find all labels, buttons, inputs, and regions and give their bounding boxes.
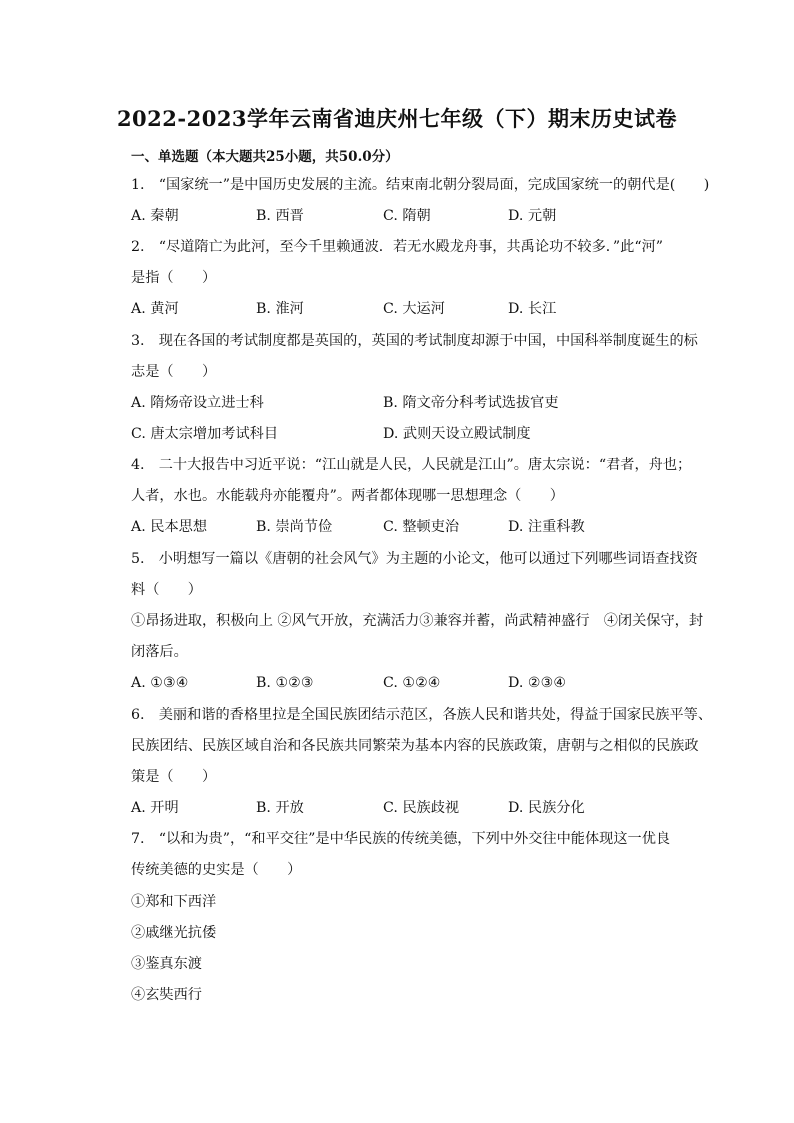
q3-option-a: A. 隋炀帝设立进士科 xyxy=(131,395,264,411)
q4-option-b: B. 崇尚节俭 xyxy=(256,519,333,535)
q5-option-b: B. ①②③ xyxy=(256,675,314,691)
q3-stem-line2: 志是（ ） xyxy=(131,364,217,380)
q1-stem: 1. “国家统一”是中国历史发展的主流。结束南北朝分裂局面，完成国家统一的朝代是( ) xyxy=(131,177,710,193)
q3-option-b: B. 隋文帝分科考试选拔官吏 xyxy=(383,395,559,411)
q7-stem-line1: 7. “以和为贵”，“和平交往”是中华民族的传统美德，下列中外交往中能体现这一优良 xyxy=(131,831,671,847)
section-heading: 一、单选题（本大题共25小题，共50.0分） xyxy=(131,149,399,165)
q6-stem-line1: 6. 美丽和谐的香格里拉是全国民族团结示范区，各族人民和谐共处，得益于国家民族平等、 xyxy=(131,707,713,723)
q7-item-1: ①郑和下西洋 xyxy=(131,894,217,910)
q2-stem-line2: 是指（ ） xyxy=(131,270,217,286)
q6-stem-line3: 策是（ ） xyxy=(131,769,217,785)
q7-stem-line2: 传统美德的史实是（ ） xyxy=(131,862,302,878)
q4-stem-line1: 4. 二十大报告中习近平说：“江山就是人民，人民就是江山”。唐太宗说：“君者，舟也； xyxy=(131,457,692,473)
q5-option-d: D. ②③④ xyxy=(508,675,567,691)
q6-stem-line2: 民族团结、民族区域自治和各民族共同繁荣为基本内容的民族政策，唐朝与之相似的民族政 xyxy=(131,738,699,754)
q5-option-a: A. ①③④ xyxy=(131,675,189,691)
q1-option-c: C. 隋朝 xyxy=(383,208,431,224)
q7-item-4: ④玄奘西行 xyxy=(131,987,202,1003)
q3-option-d: D. 武则天设立殿试制度 xyxy=(383,426,531,442)
q1-option-a: A. 秦朝 xyxy=(131,208,179,224)
q1-option-b: B. 西晋 xyxy=(256,208,304,224)
q2-option-a: A. 黄河 xyxy=(131,301,179,317)
q2-option-d: D. 长江 xyxy=(508,301,557,317)
q5-stem-line4: 闭落后。 xyxy=(131,644,188,660)
q5-stem-line1: 5. 小明想写一篇以《唐朝的社会风气》为主题的小论文，他可以通过下列哪些词语查找资 xyxy=(131,551,698,567)
q4-stem-line2: 人者，水也。水能载舟亦能覆舟”。两者都体现哪一思想理念（ ） xyxy=(131,488,564,504)
q2-option-b: B. 淮河 xyxy=(256,301,304,317)
q1-option-d: D. 元朝 xyxy=(508,208,557,224)
q3-stem-line1: 3. 现在各国的考试制度都是英国的，英国的考试制度却源于中国，中国科举制度诞生的标 xyxy=(131,333,698,349)
q2-option-c: C. 大运河 xyxy=(383,301,445,317)
q2-stem-line1: 2. “尽道隋亡为此河，至今千里赖通波．若无水殿龙舟事，共禹论功不较多．”此“河” xyxy=(131,239,664,255)
q7-item-2: ②戚继光抗倭 xyxy=(131,925,217,941)
exam-title: 2022-2023学年云南省迪庆州七年级（下）期末历史试卷 xyxy=(116,106,678,131)
q5-stem-line3: ①昂扬进取，积极向上 ②风气开放，充满活力③兼容并蓄，尚武精神盛行 ④闭关保守，封 xyxy=(131,613,704,629)
q6-option-b: B. 开放 xyxy=(256,800,304,816)
q5-option-c: C. ①②④ xyxy=(383,675,441,691)
q4-option-a: A. 民本思想 xyxy=(131,519,208,535)
q4-option-c: C. 整顿吏治 xyxy=(383,519,460,535)
q5-stem-line2: 料（ ） xyxy=(131,582,202,598)
q7-item-3: ③鉴真东渡 xyxy=(131,956,202,972)
q3-option-c: C. 唐太宗增加考试科目 xyxy=(131,426,279,442)
q4-option-d: D. 注重科教 xyxy=(508,519,585,535)
q6-option-c: C. 民族歧视 xyxy=(383,800,460,816)
q6-option-a: A. 开明 xyxy=(131,800,179,816)
q6-option-d: D. 民族分化 xyxy=(508,800,585,816)
